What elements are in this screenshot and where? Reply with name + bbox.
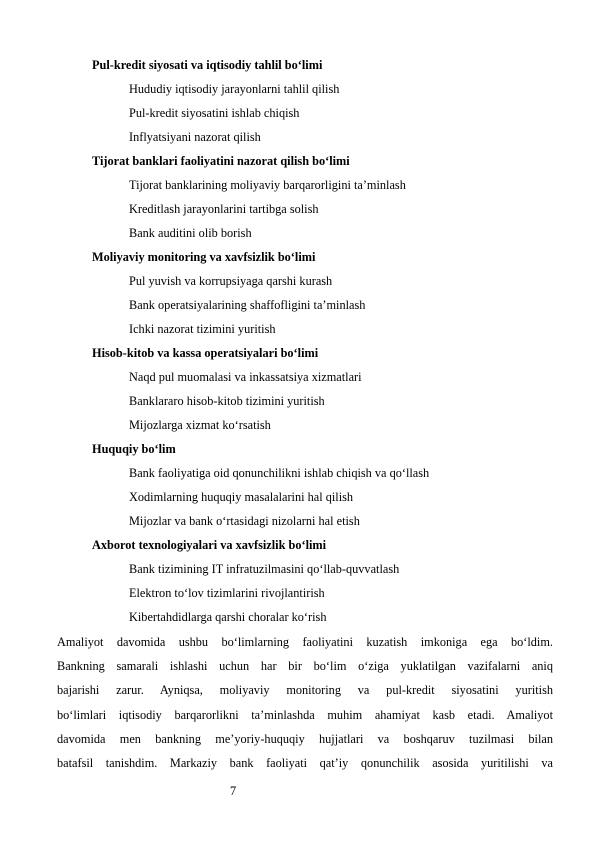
section-heading: Huquqiy bo‘lim — [92, 442, 176, 456]
list-item: Kreditlash jarayonlarini tartibga solish — [129, 202, 319, 216]
list-item: Tijorat banklarining moliyaviy barqarorligini ta’minlash — [129, 178, 406, 192]
list-item: Elektron to‘lov tizimlarini rivojlantirish — [129, 586, 325, 600]
list-item: Ichki nazorat tizimini yuritish — [129, 322, 276, 336]
list-item: Bank operatsiyalarining shaffofligini ta’minlash — [129, 298, 366, 312]
list-item: Inflyatsiyani nazorat qilish — [129, 130, 261, 144]
list-item: Kibertahdidlarga qarshi choralar ko‘rish — [129, 610, 327, 624]
paragraph-line: bajarishi zarur. Ayniqsa, moliyaviy monitoring va pul-kredit siyosatini yuritish — [57, 683, 553, 698]
section-heading: Hisob-kitob va kassa operatsiyalari bo‘limi — [92, 346, 319, 360]
paragraph-line: Amaliyot davomida ushbu bo‘limlarning faoliyatini kuzatish imkoniga ega bo‘ldim. — [57, 635, 553, 649]
list-item: Naqd pul muomalasi va inkassatsiya xizmatlari — [129, 370, 362, 384]
paragraph-line: bo‘limlari iqtisodiy barqarorlikni ta’minlashda muhim ahamiyat kasb etadi. Amaliyot — [57, 707, 553, 722]
list-item: Banklararo hisob-kitob tizimini yuritish — [129, 394, 325, 408]
paragraph-line: batafsil tanishdim. Markaziy bank faoliyati qat’iy qonunchilik asosida yuritilishi va — [57, 756, 553, 771]
list-item: Mijozlarga xizmat ko‘rsatish — [129, 418, 271, 432]
section-heading: Pul-kredit siyosati va iqtisodiy tahlil bo‘limi — [92, 58, 323, 72]
list-item: Xodimlarning huquqiy masalalarini hal qilish — [129, 490, 354, 504]
body-paragraph — [57, 630, 553, 775]
list-item: Mijozlar va bank o‘rtasidagi nizolarni hal etish — [129, 514, 360, 528]
paragraph-line: Bankning samarali ishlashi uchun har bir bo‘lim o‘ziga yuklatilgan vazifalarni aniq — [57, 659, 553, 674]
list-item: Pul yuvish va korrupsiyaga qarshi kurash — [129, 274, 333, 288]
list-item: Pul-kredit siyosatini ishlab chiqish — [129, 106, 300, 120]
page-number: 7 — [230, 784, 237, 798]
list-item: Hududiy iqtisodiy jarayonlarni tahlil qilish — [129, 82, 340, 96]
section-heading: Moliyaviy monitoring va xavfsizlik bo‘limi — [92, 250, 316, 264]
section-heading: Tijorat banklari faoliyatini nazorat qilish bo‘limi — [92, 154, 350, 168]
section-heading: Axborot texnologiyalari va xavfsizlik bo‘limi — [92, 538, 327, 552]
list-item: Bank faoliyatiga oid qonunchilikni ishlab chiqish va qo‘llash — [129, 466, 430, 480]
list-item: Bank tizimining IT infratuzilmasini qo‘llab-quvvatlash — [129, 562, 400, 576]
list-item: Bank auditini olib borish — [129, 226, 252, 240]
paragraph-line: davomida men bankning me’yoriy-huquqiy hujjatlari va boshqaruv tuzilmasi bilan — [57, 731, 553, 746]
